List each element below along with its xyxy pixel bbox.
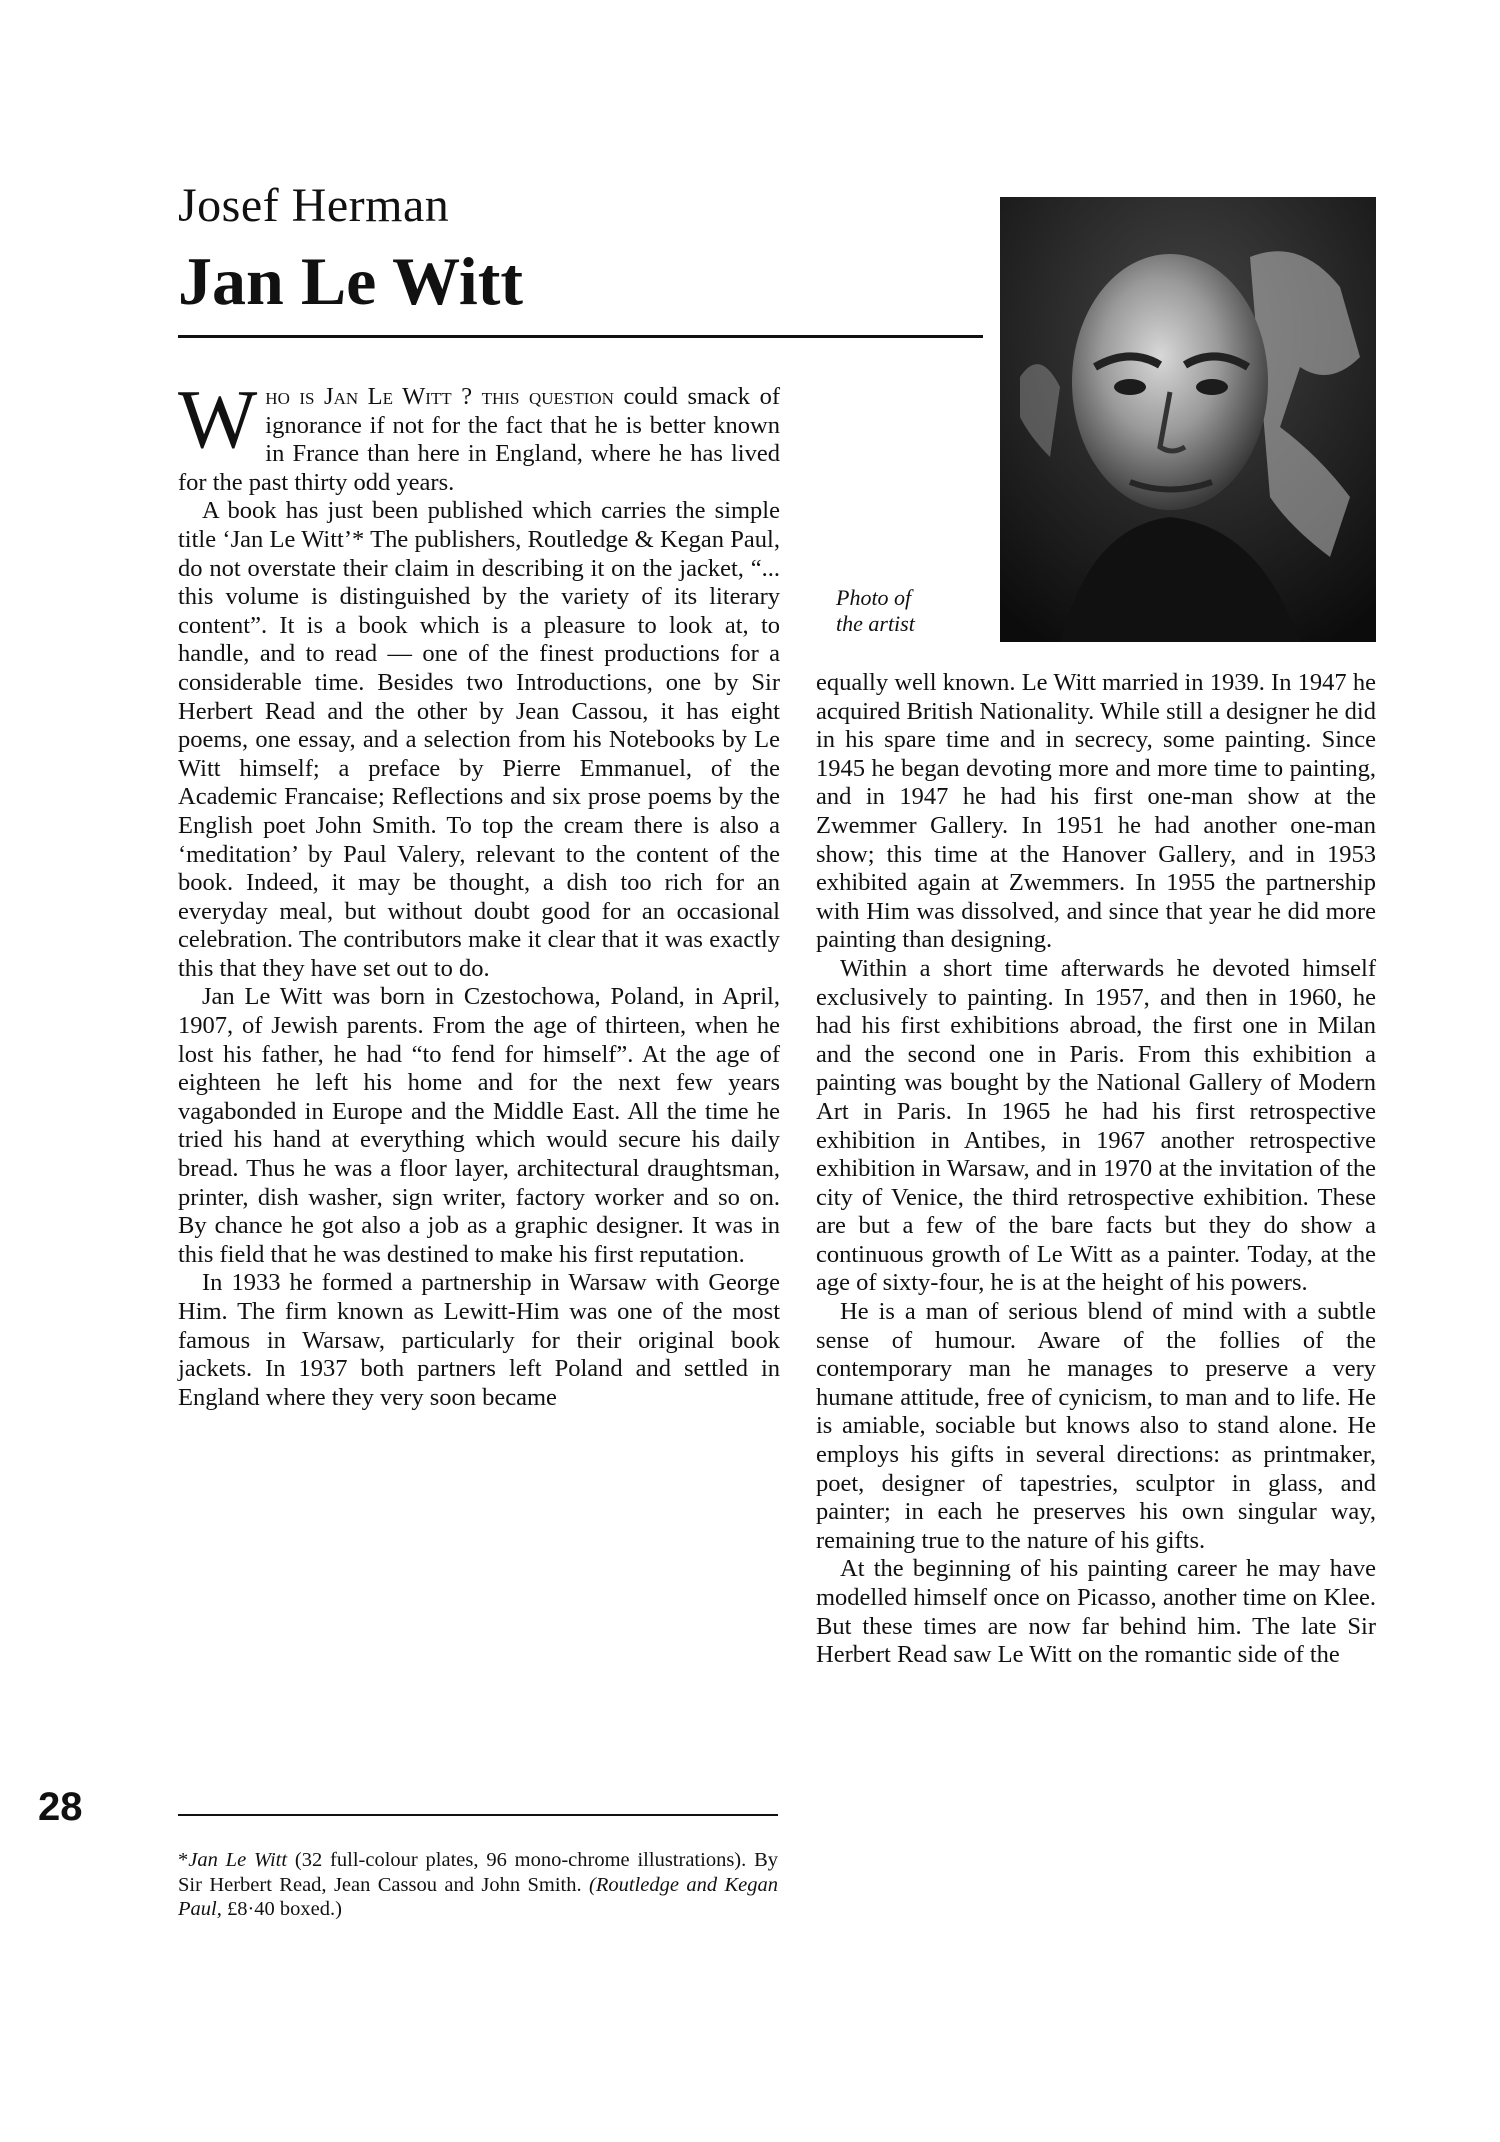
page-number: 28 <box>38 1785 83 1829</box>
opening-smallcaps: ho is Jan Le Witt ? this question <box>265 383 614 410</box>
author-name: Josef Herman <box>178 179 450 232</box>
footnote-details: (32 full-colour plates, 96 mono-chrome illustrations). By Sir Herbert Read, Jean Cassou and John Smith. <box>178 1849 779 1896</box>
opening-text: could smack of ignorance if not for the fact that he is better known in France than here in England, where he has lived for the past thirty odd years. <box>178 383 780 496</box>
article-title: Jan Le Witt <box>178 243 524 319</box>
right-column <box>816 669 1376 1670</box>
footnote <box>178 1848 778 1922</box>
caption-line-1: Photo of <box>836 585 912 610</box>
footnote-book-title: Jan Le Witt <box>188 1849 288 1871</box>
footnote-marker: * <box>178 1849 189 1871</box>
paragraph: In 1933 he formed a partnership in Warsaw with George Him. The firm known as Lewitt-Him was one of the most famous in Warsaw, particularly for their original book jackets. In 1937 both partners left Poland and settled in England where they very soon became <box>178 1269 780 1411</box>
footnote-publisher: (Routledge and Kegan Paul, <box>178 1873 778 1920</box>
paragraph: At the beginning of his painting career he may have modelled himself once on Picasso, another time on Klee. But these times are now far behind him. The late Sir Herbert Read saw Le Witt on the romantic side of the <box>816 1555 1376 1669</box>
paragraph: equally well known. Le Witt married in 1939. In 1947 he acquired British Nationality. While still a designer he did in his spare time and in secrecy, some painting. Since 1945 he began devoting more and more time to painting, and in 1947 he had his first one-man show at the Zwemmer Gallery. In 1951 he had another one-man show; this time at the Hanover Gallery, and in 1953 exhibited again at Zwemmers. In 1955 the partnership with Him was dissolved, and since that year he did more painting than designing. <box>816 669 1376 954</box>
left-column <box>178 373 780 1412</box>
photo-caption <box>836 585 984 637</box>
paragraph: He is a man of serious blend of mind with a subtle sense of humour. Aware of the follies of the contemporary man he manages to preserve a very humane attitude, free of cynicism, to man and to life. He is amiable, sociable but knows also to stand alone. He employs his gifts in several directions: as printmaker, poet, designer of tapestries, sculptor in glass, and painter; in each he preserves his own singular way, remaining true to the nature of his gifts. <box>816 1298 1376 1554</box>
paragraph: A book has just been published which carries the simple title ‘Jan Le Witt’* The publishers, Routledge & Kegan Paul, do not overstate their claim in describing it on the jacket, “... this volume is distinguished by the variety of its literary content”. It is a book which is a pleasure to look at, to handle, and to read — one of the finest productions for a considerable time. Besides two Introductions, one by Sir Herbert Read and the other by Jean Cassou, it has eight poems, one essay, and a selection from his Notebooks by Le Witt himself; a preface by Pierre Emmanuel, of the Academic Francaise; Reflections and six prose poems by the English poet John Smith. To top the cream there is also a ‘meditation’ by Paul Valery, relevant to the content of the book. Indeed, it may be thought, a dish too rich for an everyday meal, but without doubt good for an occasional celebration. The contributors make it clear that it was exactly this that they have set out to do. <box>178 497 780 982</box>
opening-paragraph <box>178 373 780 497</box>
portrait-image <box>1000 197 1376 642</box>
paragraph: Within a short time afterwards he devoted himself exclusively to painting. In 1957, and then in 1960, he had his first exhibitions abroad, the first one in Milan and the second one in Paris. From this exhibition a painting was bought by the National Gallery of Modern Art in Paris. In 1965 he had his first retrospective exhibition in Antibes, in 1967 another retrospective exhibition in Warsaw, and in 1970 at the invitation of the city of Venice, the third retrospective exhibition. These are but a few of the bare facts but they do show a continuous growth of Le Witt as a painter. Today, at the age of sixty-four, he is at the height of his powers. <box>816 954 1376 1297</box>
title-divider <box>178 335 983 338</box>
paragraph: Jan Le Witt was born in Czestochowa, Poland, in April, 1907, of Jewish parents. From the age of thirteen, when he lost his father, he had “to fend for himself”. At the age of eighteen he left his home and for the next few years vagabonded in Europe and the Middle East. All the time he tried his hand at everything which would secure his daily bread. Thus he was a floor layer, architectural draughtsman, printer, dish washer, sign writer, factory worker and so on. By chance he got also a job as a graphic designer. It was in this field that he was destined to make his first reputation. <box>178 983 780 1268</box>
artist-photo <box>1000 197 1376 642</box>
caption-line-2: the artist <box>836 611 915 636</box>
drop-cap: W <box>178 373 258 466</box>
footnote-price: £8·40 boxed.) <box>221 1898 342 1920</box>
footnote-divider <box>178 1814 778 1816</box>
